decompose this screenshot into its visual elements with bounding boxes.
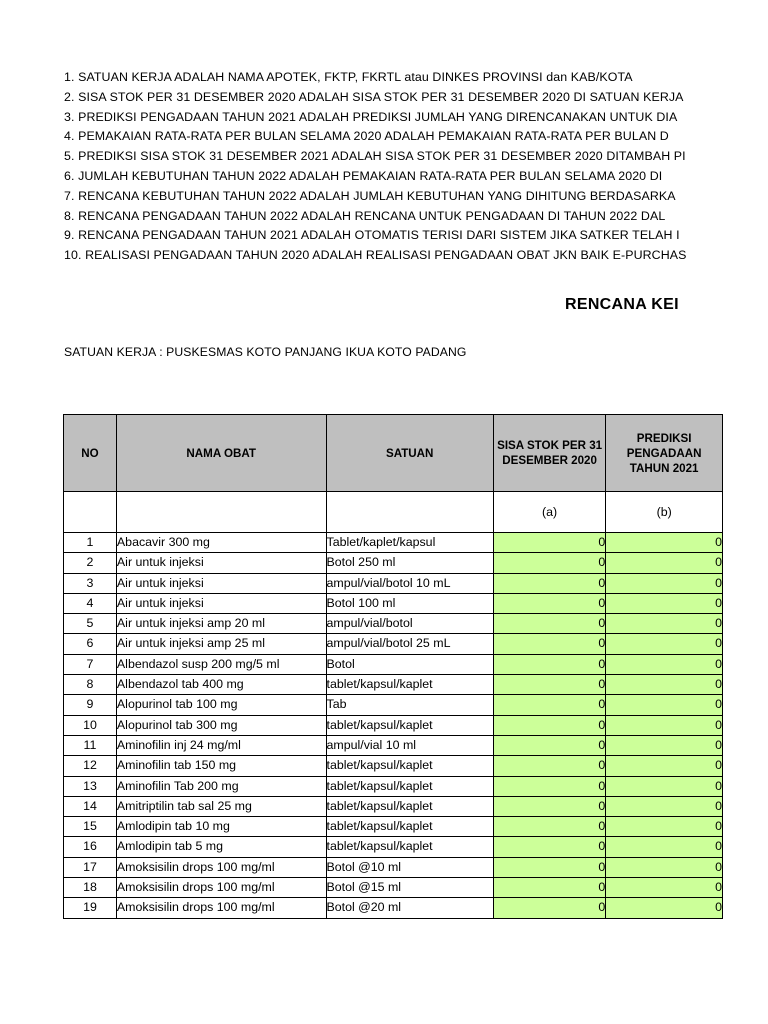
table-row xyxy=(64,817,723,837)
note-line: 9. RENCANA PENGADAAN TAHUN 2021 ADALAH OTOMATIS TERISI DARI SISTEM JIKA SATKER TELAH I xyxy=(64,228,680,243)
row-nama-obat-cell[interactable]: Air untuk injeksi amp 20 ml xyxy=(116,614,326,634)
header-nama-obat[interactable]: NAMA OBAT xyxy=(116,415,326,492)
table-row xyxy=(64,837,723,857)
row-satuan-cell[interactable]: tablet/kapsul/kaplet xyxy=(326,837,493,857)
row-nama-obat-cell[interactable]: Air untuk injeksi amp 25 ml xyxy=(116,634,326,654)
row-nama-obat-cell[interactable]: Air untuk injeksi xyxy=(116,593,326,613)
row-satuan-cell[interactable]: Botol @10 ml xyxy=(326,857,493,877)
row-prediksi-cell[interactable]: 0 xyxy=(606,756,723,776)
row-sisa-stok-cell[interactable]: 0 xyxy=(493,695,605,715)
row-nama-obat-cell[interactable]: Albendazol tab 400 mg xyxy=(116,675,326,695)
row-nama-obat-cell[interactable]: Albendazol susp 200 mg/5 ml xyxy=(116,654,326,674)
row-no-cell[interactable]: 13 xyxy=(64,776,117,796)
row-nama-obat-cell[interactable]: Abacavir 300 mg xyxy=(116,533,326,553)
code-cell-b[interactable]: (b) xyxy=(606,492,723,533)
row-prediksi-cell[interactable]: 0 xyxy=(606,634,723,654)
row-nama-obat-cell[interactable]: Amoksisilin drops 100 mg/ml xyxy=(116,878,326,898)
row-sisa-stok-cell[interactable]: 0 xyxy=(493,675,605,695)
row-no-cell[interactable]: 2 xyxy=(64,553,117,573)
row-nama-obat-cell[interactable]: Amoksisilin drops 100 mg/ml xyxy=(116,857,326,877)
row-prediksi-cell[interactable]: 0 xyxy=(606,553,723,573)
row-no-cell[interactable]: 3 xyxy=(64,573,117,593)
row-nama-obat-cell[interactable]: Amlodipin tab 5 mg xyxy=(116,837,326,857)
row-sisa-stok-cell[interactable]: 0 xyxy=(493,776,605,796)
table-row xyxy=(64,735,723,755)
row-no-cell[interactable]: 15 xyxy=(64,817,117,837)
table-row xyxy=(64,675,723,695)
satuan-kerja-label: SATUAN KERJA : PUSKESMAS KOTO PANJANG IKUA KOTO PADANG xyxy=(64,345,467,359)
row-nama-obat-cell[interactable]: Amoksisilin drops 100 mg/ml xyxy=(116,898,326,918)
header-sisa-stok[interactable]: SISA STOK PER 31 DESEMBER 2020 xyxy=(493,415,605,492)
row-prediksi-cell[interactable]: 0 xyxy=(606,857,723,877)
note-line: 2. SISA STOK PER 31 DESEMBER 2020 ADALAH SISA STOK PER 31 DESEMBER 2020 DI SATUAN KERJA xyxy=(64,89,684,104)
note-line: 7. RENCANA KEBUTUHAN TAHUN 2022 ADALAH JUMLAH KEBUTUHAN YANG DIHITUNG BERDASARKA xyxy=(64,188,676,203)
row-no-cell[interactable]: 7 xyxy=(64,654,117,674)
note-line: 3. PREDIKSI PENGADAAN TAHUN 2021 ADALAH PREDIKSI JUMLAH YANG DIRENCANAKAN UNTUK DIA xyxy=(64,109,678,124)
note-line: 5. PREDIKSI SISA STOK 31 DESEMBER 2021 ADALAH SISA STOK PER 31 DESEMBER 2020 DITAMBAH PI xyxy=(64,149,686,164)
header-row xyxy=(64,415,723,492)
row-no-cell[interactable]: 10 xyxy=(64,715,117,735)
code-cell-a[interactable]: (a) xyxy=(493,492,605,533)
row-sisa-stok-cell[interactable]: 0 xyxy=(493,715,605,735)
row-satuan-cell[interactable]: Tablet/kaplet/kapsul xyxy=(326,533,493,553)
note-line: 4. PEMAKAIAN RATA-RATA PER BULAN SELAMA 2020 ADALAH PEMAKAIAN RATA-RATA PER BULAN D xyxy=(64,129,669,144)
table-row xyxy=(64,654,723,674)
row-satuan-cell[interactable]: tablet/kapsul/kaplet xyxy=(326,817,493,837)
row-satuan-cell[interactable]: tablet/kapsul/kaplet xyxy=(326,796,493,816)
row-satuan-cell[interactable]: tablet/kapsul/kaplet xyxy=(326,715,493,735)
row-satuan-cell[interactable]: Botol @15 ml xyxy=(326,878,493,898)
table-row xyxy=(64,898,723,918)
row-sisa-stok-cell[interactable]: 0 xyxy=(493,533,605,553)
row-nama-obat-cell[interactable]: Aminofilin tab 150 mg xyxy=(116,756,326,776)
note-line: 6. JUMLAH KEBUTUHAN TAHUN 2022 ADALAH PEMAKAIAN RATA-RATA PER BULAN SELAMA 2020 DI xyxy=(64,168,663,183)
row-satuan-cell[interactable]: ampul/vial/botol 10 mL xyxy=(326,573,493,593)
row-sisa-stok-cell[interactable]: 0 xyxy=(493,878,605,898)
row-nama-obat-cell[interactable]: Air untuk injeksi xyxy=(116,553,326,573)
row-prediksi-cell[interactable]: 0 xyxy=(606,614,723,634)
row-no-cell[interactable]: 5 xyxy=(64,614,117,634)
row-satuan-cell[interactable]: Botol 250 ml xyxy=(326,553,493,573)
row-satuan-cell[interactable]: tablet/kapsul/kaplet xyxy=(326,756,493,776)
table-row xyxy=(64,553,723,573)
row-no-cell[interactable]: 6 xyxy=(64,634,117,654)
row-prediksi-cell[interactable]: 0 xyxy=(606,654,723,674)
row-nama-obat-cell[interactable]: Alopurinol tab 100 mg xyxy=(116,695,326,715)
table-row xyxy=(64,857,723,877)
row-prediksi-cell[interactable]: 0 xyxy=(606,675,723,695)
code-cell-empty[interactable] xyxy=(116,492,326,533)
row-nama-obat-cell[interactable]: Alopurinol tab 300 mg xyxy=(116,715,326,735)
row-sisa-stok-cell[interactable]: 0 xyxy=(493,553,605,573)
row-satuan-cell[interactable]: Botol xyxy=(326,654,493,674)
row-satuan-cell[interactable]: ampul/vial/botol 25 mL xyxy=(326,634,493,654)
row-nama-obat-cell[interactable]: Amitriptilin tab sal 25 mg xyxy=(116,796,326,816)
notes-list xyxy=(64,68,764,266)
row-sisa-stok-cell[interactable]: 0 xyxy=(493,634,605,654)
row-no-cell[interactable]: 4 xyxy=(64,593,117,613)
code-cell-empty[interactable] xyxy=(64,492,117,533)
row-no-cell[interactable]: 16 xyxy=(64,837,117,857)
row-nama-obat-cell[interactable]: Amlodipin tab 10 mg xyxy=(116,817,326,837)
code-cell-empty[interactable] xyxy=(326,492,493,533)
row-nama-obat-cell[interactable]: Aminofilin Tab 200 mg xyxy=(116,776,326,796)
row-sisa-stok-cell[interactable]: 0 xyxy=(493,837,605,857)
row-satuan-cell[interactable]: tablet/kapsul/kaplet xyxy=(326,776,493,796)
note-line: 10. REALISASI PENGADAAN TAHUN 2020 ADALAH REALISASI PENGADAAN OBAT JKN BAIK E-PURCHAS xyxy=(64,248,687,263)
row-prediksi-cell[interactable]: 0 xyxy=(606,593,723,613)
header-prediksi[interactable]: PREDIKSI PENGADAAN TAHUN 2021 xyxy=(606,415,723,492)
table-row xyxy=(64,593,723,613)
row-no-cell[interactable]: 8 xyxy=(64,675,117,695)
row-sisa-stok-cell[interactable]: 0 xyxy=(493,756,605,776)
row-sisa-stok-cell[interactable]: 0 xyxy=(493,573,605,593)
table-row xyxy=(64,878,723,898)
header-no[interactable]: NO xyxy=(64,415,117,492)
table-row xyxy=(64,695,723,715)
row-satuan-cell[interactable]: ampul/vial/botol xyxy=(326,614,493,634)
row-prediksi-cell[interactable]: 0 xyxy=(606,695,723,715)
row-sisa-stok-cell[interactable]: 0 xyxy=(493,857,605,877)
row-prediksi-cell[interactable]: 0 xyxy=(606,715,723,735)
header-satuan[interactable]: SATUAN xyxy=(326,415,493,492)
table-row xyxy=(64,533,723,553)
row-sisa-stok-cell[interactable]: 0 xyxy=(493,898,605,918)
row-sisa-stok-cell[interactable]: 0 xyxy=(493,654,605,674)
row-no-cell[interactable]: 9 xyxy=(64,695,117,715)
row-satuan-cell[interactable]: Botol 100 ml xyxy=(326,593,493,613)
note-line: 8. RENCANA PENGADAAN TAHUN 2022 ADALAH RENCANA UNTUK PENGADAAN DI TAHUN 2022 DAL xyxy=(64,208,666,223)
row-satuan-cell[interactable]: tablet/kapsul/kaplet xyxy=(326,675,493,695)
row-prediksi-cell[interactable]: 0 xyxy=(606,533,723,553)
row-no-cell[interactable]: 17 xyxy=(64,857,117,877)
row-prediksi-cell[interactable]: 0 xyxy=(606,837,723,857)
table-row xyxy=(64,715,723,735)
row-prediksi-cell[interactable]: 0 xyxy=(606,796,723,816)
code-row xyxy=(64,492,723,533)
row-satuan-cell[interactable]: Tab xyxy=(326,695,493,715)
row-sisa-stok-cell[interactable]: 0 xyxy=(493,735,605,755)
table-row xyxy=(64,634,723,654)
table-row xyxy=(64,573,723,593)
row-satuan-cell[interactable]: Botol @20 ml xyxy=(326,898,493,918)
row-no-cell[interactable]: 19 xyxy=(64,898,117,918)
table-row xyxy=(64,776,723,796)
row-satuan-cell[interactable]: ampul/vial 10 ml xyxy=(326,735,493,755)
row-sisa-stok-cell[interactable]: 0 xyxy=(493,614,605,634)
row-no-cell[interactable]: 12 xyxy=(64,756,117,776)
table-row xyxy=(64,796,723,816)
note-line: 1. SATUAN KERJA ADALAH NAMA APOTEK, FKTP, FKRTL atau DINKES PROVINSI dan KAB/KOTA xyxy=(64,70,633,84)
row-sisa-stok-cell[interactable]: 0 xyxy=(493,593,605,613)
row-prediksi-cell[interactable]: 0 xyxy=(606,573,723,593)
row-sisa-stok-cell[interactable]: 0 xyxy=(493,817,605,837)
obat-table xyxy=(63,414,723,919)
row-prediksi-cell[interactable]: 0 xyxy=(606,735,723,755)
table-row xyxy=(64,756,723,776)
row-nama-obat-cell[interactable]: Aminofilin inj 24 mg/ml xyxy=(116,735,326,755)
row-prediksi-cell[interactable]: 0 xyxy=(606,776,723,796)
row-no-cell[interactable]: 14 xyxy=(64,796,117,816)
table-row xyxy=(64,614,723,634)
row-sisa-stok-cell[interactable]: 0 xyxy=(493,796,605,816)
row-no-cell[interactable]: 18 xyxy=(64,878,117,898)
row-nama-obat-cell[interactable]: Air untuk injeksi xyxy=(116,573,326,593)
row-prediksi-cell[interactable]: 0 xyxy=(606,817,723,837)
row-no-cell[interactable]: 1 xyxy=(64,533,117,553)
page-title: RENCANA KEI xyxy=(565,296,679,313)
row-no-cell[interactable]: 11 xyxy=(64,735,117,755)
row-prediksi-cell[interactable]: 0 xyxy=(606,898,723,918)
row-prediksi-cell[interactable]: 0 xyxy=(606,878,723,898)
